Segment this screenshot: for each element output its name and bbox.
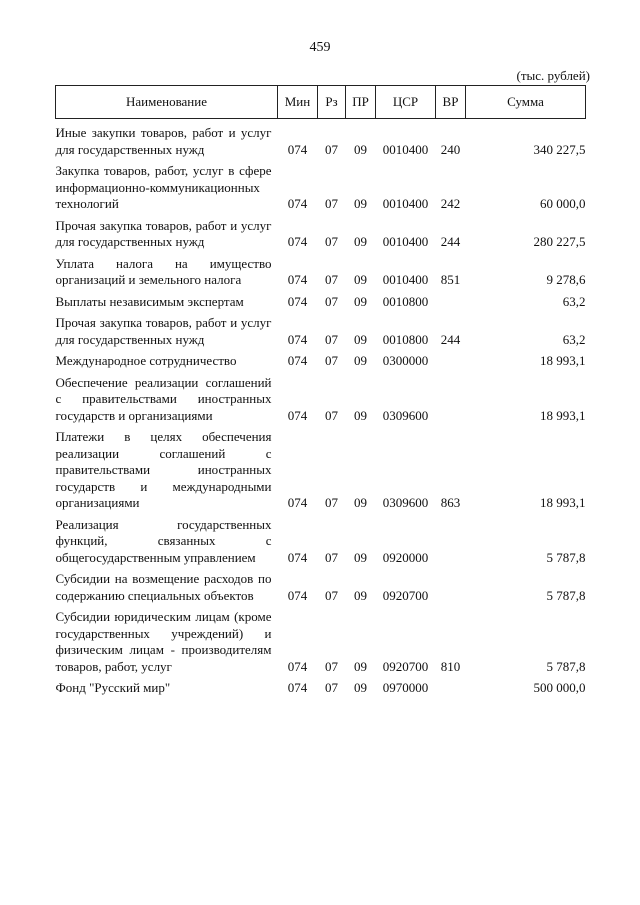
- row-sum: 60 000,0: [540, 196, 586, 211]
- row-name: Фонд "Русский мир": [55, 680, 171, 695]
- row-sum: 5 787,8: [546, 658, 586, 674]
- row-csr: 0920700: [382, 587, 429, 603]
- row-name: Платежи в целях обеспечения реализации соглашений с правительствами иностранных государств и международными организациями: [55, 429, 272, 510]
- header-pr: ПР: [346, 86, 376, 119]
- header-name: Наименование: [56, 86, 278, 119]
- row-rz: 07: [325, 234, 338, 249]
- row-vr: [436, 512, 466, 567]
- table-row: [56, 289, 586, 311]
- table-row: [56, 310, 586, 348]
- row-rz: 07: [325, 495, 338, 510]
- table-row: [56, 370, 586, 425]
- row-rz: 07: [325, 196, 338, 211]
- units-label: (тыс. рублей): [516, 68, 590, 83]
- table-row: [56, 512, 586, 567]
- table-row: [56, 675, 586, 697]
- row-pr: 09: [354, 549, 367, 565]
- row-pr: 09: [354, 293, 367, 309]
- row-vr: 810: [440, 658, 461, 674]
- row-vr: 244: [440, 331, 461, 347]
- row-rz: 07: [325, 293, 338, 309]
- table-row: [56, 213, 586, 251]
- row-sum: 340 227,5: [533, 141, 586, 157]
- row-min: 074: [287, 141, 308, 157]
- row-csr: 0970000: [382, 680, 429, 695]
- row-name: Прочая закупка товаров, работ и услуг для государственных нужд: [55, 217, 272, 249]
- row-name: Иные закупки товаров, работ и услуг для государственных нужд: [55, 125, 272, 157]
- row-vr: [436, 289, 466, 311]
- row-rz: 07: [325, 658, 338, 674]
- row-sum: 5 787,8: [546, 549, 586, 565]
- row-csr: 0010400: [382, 141, 429, 157]
- row-pr: 09: [354, 234, 367, 249]
- row-pr: 09: [354, 658, 367, 674]
- row-name: Закупка товаров, работ, услуг в сфере информационно-коммуникационных технологий: [55, 163, 272, 211]
- row-csr: 0300000: [382, 353, 429, 368]
- row-rz: 07: [325, 353, 338, 368]
- budget-table: [55, 85, 586, 697]
- row-min: 074: [287, 407, 308, 423]
- row-rz: 07: [325, 407, 338, 423]
- row-pr: 09: [354, 141, 367, 157]
- row-sum: 18 993,1: [540, 353, 586, 368]
- row-vr: [436, 675, 466, 697]
- row-pr: 09: [354, 495, 367, 510]
- row-name: Международное сотрудничество: [55, 353, 237, 368]
- row-name: Реализация государственных функций, связанных с общегосударственным управлением: [55, 516, 272, 565]
- row-name: Выплаты независимым экспертам: [55, 293, 244, 309]
- row-pr: 09: [354, 680, 367, 695]
- row-csr: 0010400: [382, 272, 429, 287]
- row-vr: [436, 370, 466, 425]
- header-rz: Рз: [318, 86, 346, 119]
- row-min: 074: [287, 549, 308, 565]
- row-sum: 63,2: [562, 331, 586, 347]
- row-min: 074: [287, 587, 308, 603]
- header-min: Мин: [278, 86, 318, 119]
- table-header-row: [56, 86, 586, 119]
- row-sum: 9 278,6: [546, 272, 586, 287]
- row-min: 074: [287, 658, 308, 674]
- row-min: 074: [287, 331, 308, 347]
- table-row: [56, 566, 586, 604]
- row-csr: 0920700: [382, 658, 429, 674]
- row-rz: 07: [325, 272, 338, 287]
- row-sum: 18 993,1: [540, 407, 586, 423]
- row-vr: 244: [440, 234, 461, 249]
- row-csr: 0010800: [382, 331, 429, 347]
- row-rz: 07: [325, 587, 338, 603]
- row-min: 074: [287, 196, 308, 211]
- row-csr: 0010400: [382, 234, 429, 249]
- table-row: [56, 424, 586, 512]
- row-vr: 242: [440, 196, 461, 211]
- row-pr: 09: [354, 272, 367, 287]
- table-row: [56, 158, 586, 213]
- row-csr: 0010400: [382, 196, 429, 211]
- row-pr: 09: [354, 353, 367, 368]
- table-row: [56, 348, 586, 370]
- row-vr: [436, 348, 466, 370]
- row-rz: 07: [325, 141, 338, 157]
- row-csr: 0920000: [382, 549, 429, 565]
- row-rz: 07: [325, 331, 338, 347]
- row-vr: 240: [440, 141, 461, 157]
- row-name: Обеспечение реализации соглашений с правительствами иностранных государств и организациями: [55, 374, 272, 423]
- row-vr: 863: [440, 495, 461, 510]
- row-sum: 500 000,0: [533, 680, 586, 695]
- row-sum: 63,2: [562, 293, 586, 309]
- row-pr: 09: [354, 407, 367, 423]
- row-rz: 07: [325, 549, 338, 565]
- row-pr: 09: [354, 587, 367, 603]
- row-csr: 0309600: [382, 407, 429, 423]
- row-min: 074: [287, 272, 308, 287]
- header-sum: Сумма: [466, 86, 586, 119]
- table-row: [56, 251, 586, 289]
- row-name: Субсидии на возмещение расходов по содержанию специальных объектов: [55, 571, 272, 603]
- table-row: [56, 604, 586, 675]
- row-csr: 0010800: [382, 293, 429, 309]
- row-min: 074: [287, 680, 308, 695]
- table-row: [56, 119, 586, 159]
- row-name: Уплата налога на имущество организаций и земельного налога: [55, 255, 272, 287]
- row-pr: 09: [354, 331, 367, 347]
- header-csr: ЦСР: [376, 86, 436, 119]
- row-name: Прочая закупка товаров, работ и услуг для государственных нужд: [55, 315, 272, 347]
- row-name: Субсидии юридическим лицам (кроме государственных учреждений) и физическим лицам - производителям товаров, работ, услуг: [55, 609, 272, 674]
- row-min: 074: [287, 353, 308, 368]
- row-pr: 09: [354, 196, 367, 211]
- row-vr: [436, 566, 466, 604]
- row-sum: 5 787,8: [546, 587, 586, 603]
- row-vr: 851: [440, 272, 461, 287]
- row-csr: 0309600: [382, 495, 429, 510]
- row-min: 074: [287, 234, 308, 249]
- row-sum: 280 227,5: [533, 234, 586, 249]
- row-rz: 07: [325, 680, 338, 695]
- row-min: 074: [287, 495, 308, 510]
- page-number: 459: [309, 40, 331, 55]
- row-min: 074: [287, 293, 308, 309]
- header-vr: ВР: [436, 86, 466, 119]
- row-sum: 18 993,1: [540, 495, 586, 510]
